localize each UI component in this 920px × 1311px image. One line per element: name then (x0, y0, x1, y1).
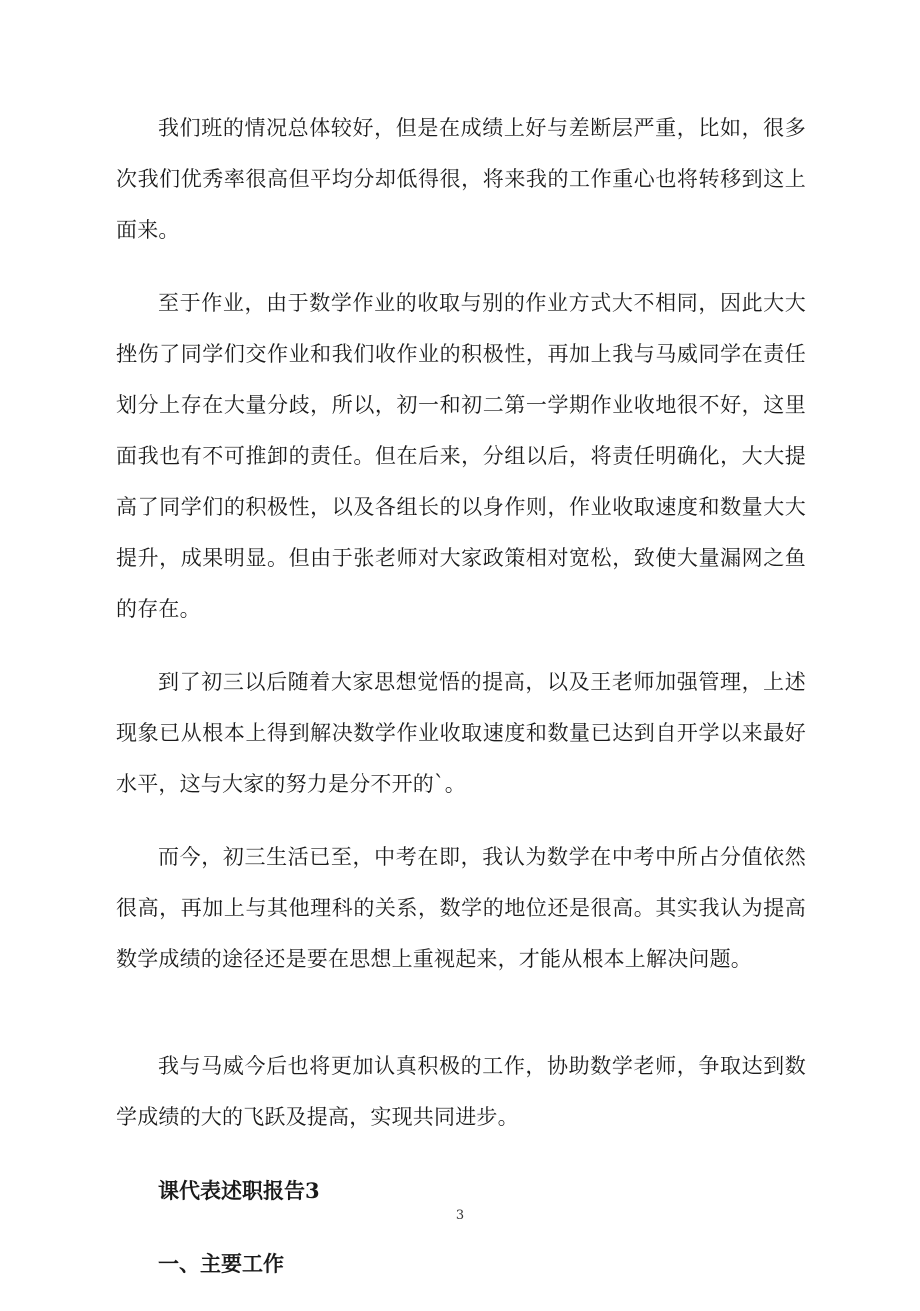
section-title: 课代表述职报告3 (158, 1178, 320, 1203)
paragraph-grade-three-improvement: 到了初三以后随着大家思想觉悟的提高，以及王老师加强管理，上述现象已从根本上得到解决数学作业收取速度和数量已达到自开学以来最好水平，这与大家的努力是分不开的`。 (116, 670, 806, 796)
page-number: 3 (455, 1208, 465, 1223)
document-body (116, 103, 806, 1311)
subsection-title: 一、主要工作 (158, 1251, 284, 1276)
paragraph-exam-outlook: 而今，初三生活已至，中考在即，我认为数学在中考中所占分值依然很高，再加上与其他理科的关系，数学的地位还是很高。其实我认为提高数学成绩的途径还是要在思想上重视起来，才能从根本上解决问题。 (116, 845, 806, 971)
paragraph-homework-collection: 至于作业，由于数学作业的收取与别的作业方式大不相同，因此大大挫伤了同学们交作业和我们收作业的积极性，再加上我与马威同学在责任划分上存在大量分歧，所以，初一和初二第一学期作业收地很不好，这里面我也有不可推卸的责任。但在后来，分组以后，将责任明确化，大大提高了同学们的积极性，以及各组长的以身作则，作业收取速度和数量大大提升，成果明显。但由于张老师对大家政策相对宽松，致使大量漏网之鱼的存在。 (116, 291, 806, 621)
paragraph-future-work: 我与马威今后也将更加认真积极的工作，协助数学老师，争取达到数学成绩的大的飞跃及提高，实现共同进步。 (116, 1054, 806, 1129)
paragraph-class-situation: 我们班的情况总体较好，但是在成绩上好与差断层严重，比如，很多次我们优秀率很高但平均分却低得很，将来我的工作重心也将转移到这上面来。 (116, 116, 806, 242)
